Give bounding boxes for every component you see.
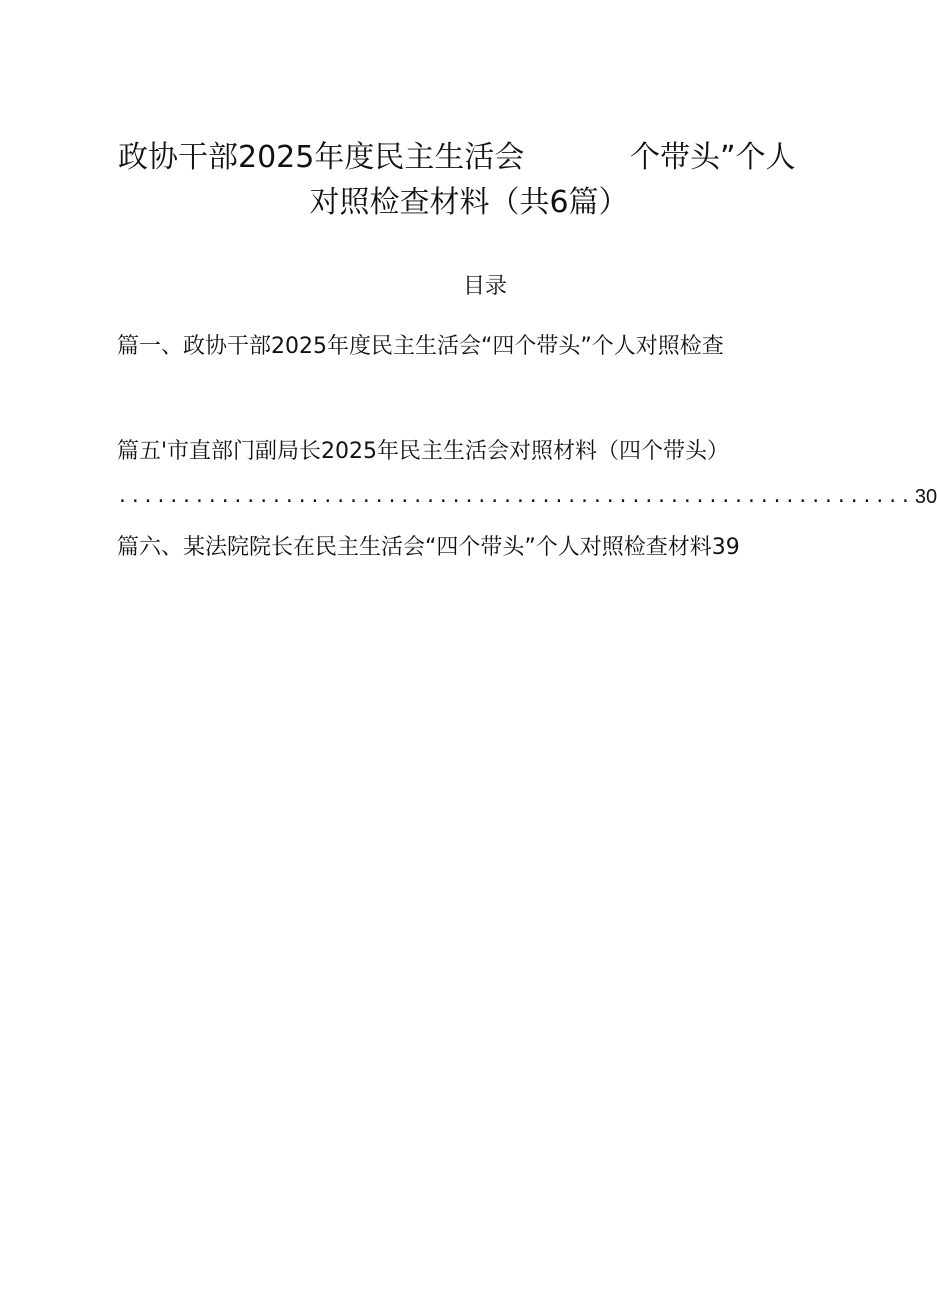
document-title-line2: 对照检查材料（共6篇） — [309, 185, 629, 220]
toc-entry-5-leader-row — [117, 482, 937, 512]
toc-entry-5[interactable]: 篇五'市直部门副局长2025年民主生活会对照材料（四个带头） — [117, 439, 730, 464]
toc-entry-5-page-number: 30 — [914, 486, 937, 508]
toc-entry-1[interactable]: 篇一、政协干部2025年度民主生活会“四个带头”个人对照检查 — [117, 334, 724, 359]
document-title-line1-part1: 政协干部2025年度民主生活会 — [118, 140, 525, 175]
dot-leader: .............................................................. — [117, 486, 913, 507]
toc-heading: 目录 — [462, 274, 507, 299]
toc-entry-6[interactable]: 篇六、某法院院长在民主生活会“四个带头”个人对照检查材料39 — [117, 535, 740, 560]
document-title-line1-part2: 个带头”个人 — [630, 140, 796, 175]
